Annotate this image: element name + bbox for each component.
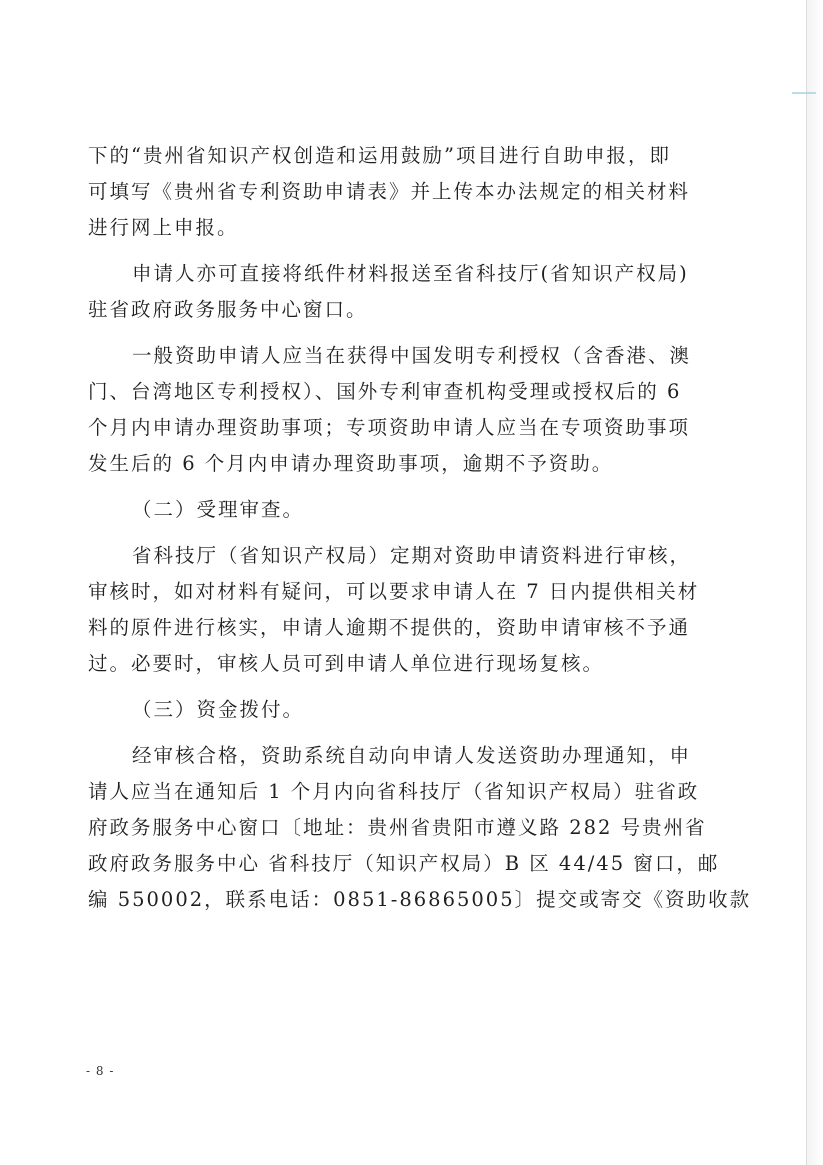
- text-line: 省科技厅（省知识产权局）定期对资助申请资料进行审核，: [132, 544, 692, 567]
- paragraph: [88, 338, 728, 482]
- text-line: 编 550002，联系电话：0851-86865005〕提交或寄交《资助收款: [88, 888, 752, 911]
- document-body: [88, 138, 752, 928]
- text-line: 料的原件进行核实，申请人逾期不提供的，资助申请审核不予通: [88, 616, 691, 639]
- text-line: 门、台湾地区专利授权）、国外专利审查机构受理或授权后的 6: [88, 380, 682, 403]
- text-line: 一般资助申请人应当在获得中国发明专利授权（含香港、澳: [132, 344, 692, 367]
- text-line: 个月内申请办理资助事项；专项资助申请人应当在专项资助事项: [88, 416, 691, 439]
- text-line: 可填写《贵州省专利资助申请表》并上传本办法规定的相关材料: [88, 180, 691, 203]
- text-line: 府政务服务中心窗口〔地址：贵州省贵阳市遵义路 282 号贵州省: [88, 816, 707, 839]
- text-line: 申请人亦可直接将纸件材料报送至省科技厅(省知识产权局): [132, 262, 689, 285]
- text-line: 经审核合格，资助系统自动向申请人发送资助办理通知，申: [132, 744, 692, 767]
- paragraph: [88, 738, 752, 918]
- paragraph: [88, 138, 728, 246]
- paragraph: [88, 492, 728, 528]
- page-edge-shadow: [807, 0, 823, 1165]
- page-edge-mark: [792, 92, 816, 94]
- text-line: 发生后的 6 个月内申请办理资助事项，逾期不予资助。: [88, 452, 614, 475]
- text-line: 请人应当在通知后 1 个月内向省科技厅（省知识产权局）驻省政: [88, 780, 700, 803]
- text-line: 审核时，如对材料有疑问，可以要求申请人在 7 日内提供相关材: [88, 580, 700, 603]
- text-line: 进行网上申报。: [88, 216, 239, 239]
- text-line: 驻省政府政务服务中心窗口。: [88, 298, 368, 321]
- paragraph: [88, 256, 728, 328]
- page-number: - 8 -: [86, 1064, 115, 1078]
- paragraph: [88, 538, 728, 682]
- text-line: （三）资金拨付。: [132, 698, 305, 721]
- text-line: 政府政务服务中心 省科技厅（知识产权局）B 区 44/45 窗口，邮: [88, 852, 720, 875]
- text-line: 过。必要时，审核人员可到申请人单位进行现场复核。: [88, 652, 605, 675]
- text-line: （二）受理审查。: [132, 498, 305, 521]
- text-line: 下的“贵州省知识产权创造和运用鼓励”项目进行自助申报，即: [88, 144, 671, 167]
- paragraph: [88, 692, 728, 728]
